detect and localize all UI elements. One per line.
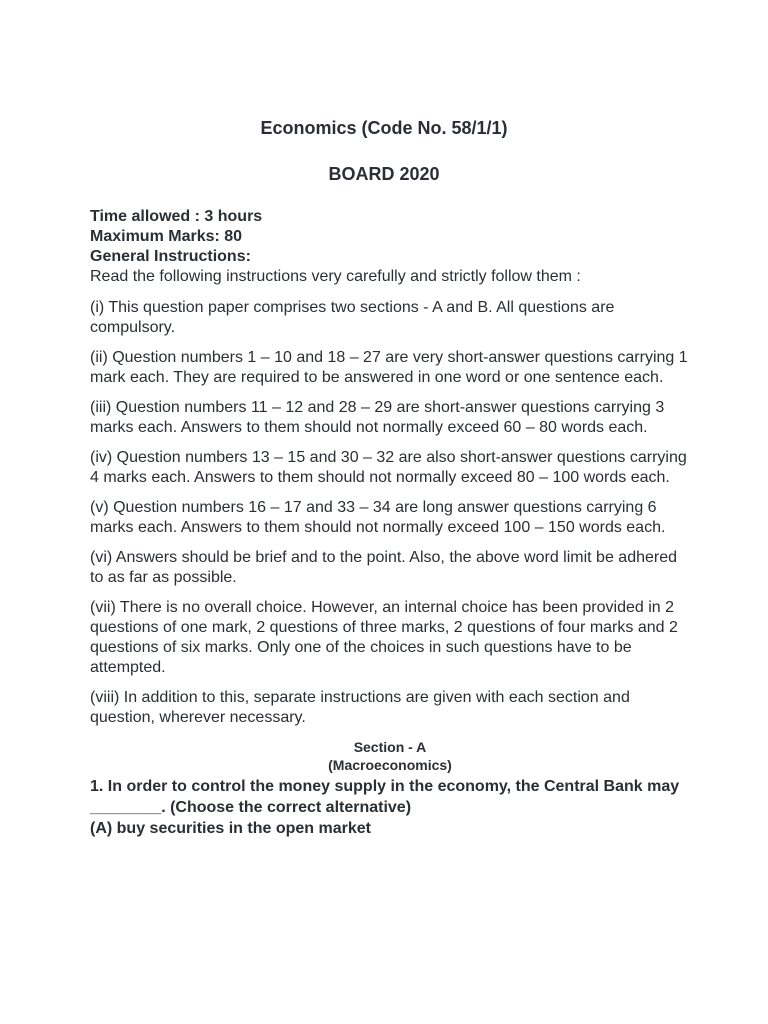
document-title: Economics (Code No. 58/1/1) <box>260 118 508 138</box>
section-subtitle: (Macroeconomics) <box>328 757 452 773</box>
document-subtitle: BOARD 2020 <box>328 164 440 184</box>
instruction-item: (i) This question paper comprises two sections - A and B. All questions are compulsory. <box>90 299 615 336</box>
maximum-marks: Maximum Marks: 80 <box>90 228 243 245</box>
instruction-item: (ii) Question numbers 1 – 10 and 18 – 27 are very short-answer questions carrying 1 mark each. They are required to be answered in one word or one sentence each. <box>90 349 688 386</box>
general-instructions-heading: General Instructions: <box>90 248 251 265</box>
instruction-item: (iv) Question numbers 13 – 15 and 30 – 32 are also short-answer questions carrying 4 marks each. Answers to them should not normally exceed 80 – 100 words each. <box>90 449 687 486</box>
question-1-option-a: (A) buy securities in the open market <box>90 820 371 837</box>
instruction-item: (iii) Question numbers 11 – 12 and 28 – 29 are short-answer questions carrying 3 marks each. Answers to them should not normally exceed 60 – 80 words each. <box>90 399 665 436</box>
instruction-item: (vi) Answers should be brief and to the point. Also, the above word limit be adhered to as far as possible. <box>90 549 678 586</box>
question-1: 1. In order to control the money supply in the economy, the Central Bank may ________. (Choose the correct alternative) <box>90 778 680 816</box>
document-body <box>90 207 690 839</box>
time-allowed: Time allowed : 3 hours <box>90 208 263 225</box>
instructions-intro: Read the following instructions very carefully and strictly follow them : <box>90 268 581 285</box>
section-title: Section - A <box>353 739 427 755</box>
instruction-item: (viii) In addition to this, separate instructions are given with each section and question, wherever necessary. <box>90 689 630 726</box>
instruction-item: (vii) There is no overall choice. However, an internal choice has been provided in 2 questions of one mark, 2 questions of three marks, 2 questions of four marks and 2 questions of six marks. Only one of the choices in such questions have to be attempted. <box>90 599 678 676</box>
instruction-item: (v) Question numbers 16 – 17 and 33 – 34 are long answer questions carrying 6 marks each. Answers to them should not normally exceed 100 – 150 words each. <box>90 499 666 536</box>
